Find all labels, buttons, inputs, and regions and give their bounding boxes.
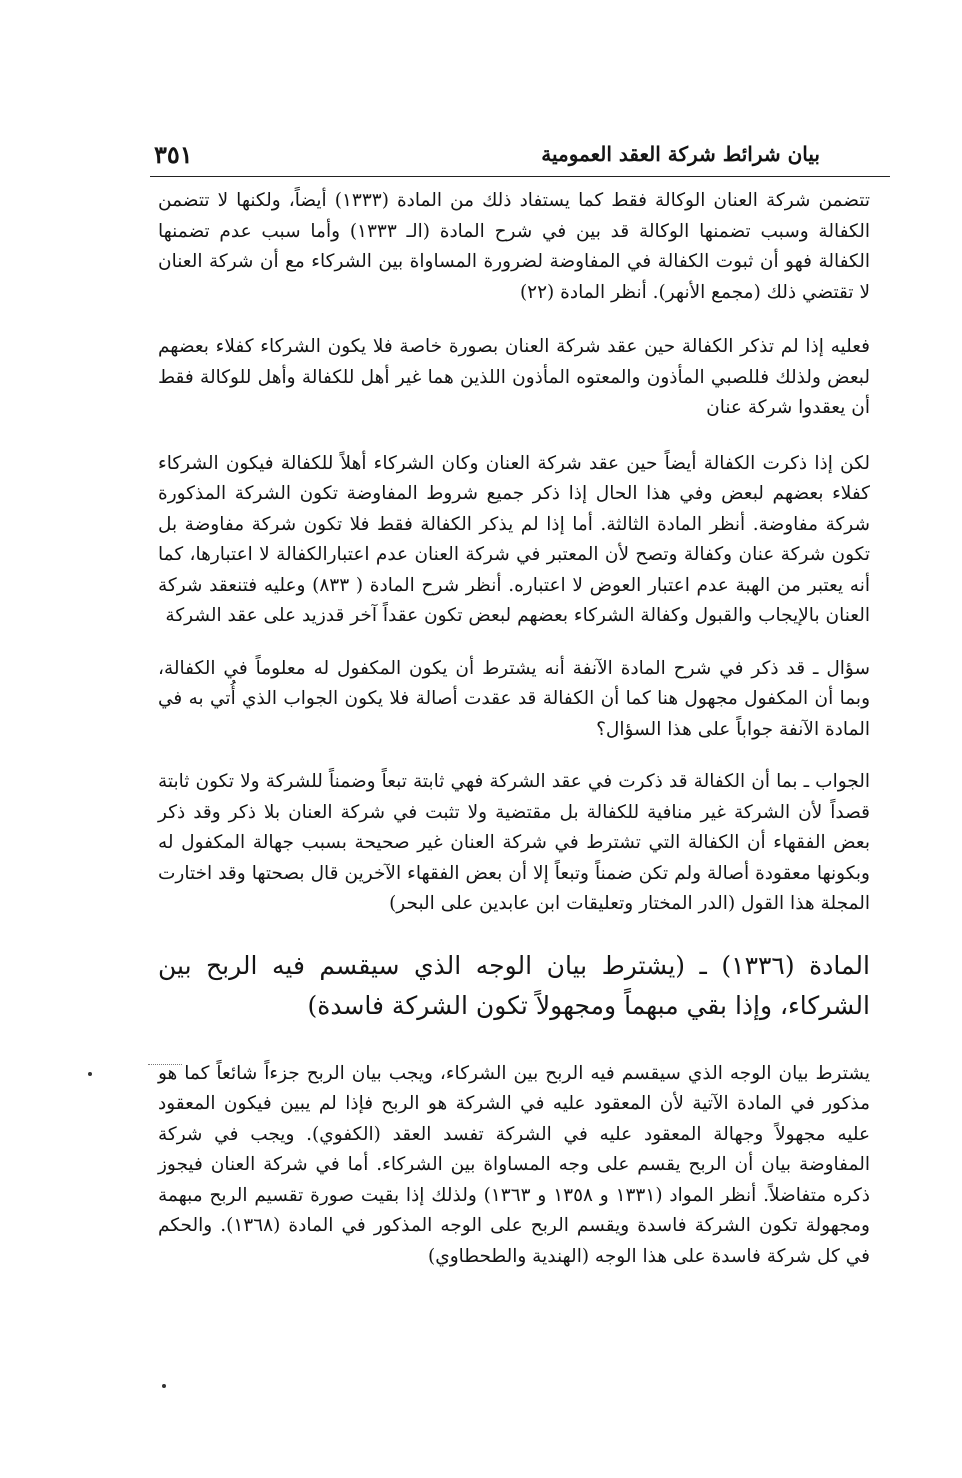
margin-dots: [148, 1064, 182, 1065]
paragraph-gap: [158, 308, 870, 332]
paragraph-kafala-mentioned: لكن إذا ذكرت الكفالة أيضاً حين عقد شركة العنان وكان الشركاء أهلاً للكفالة فيكون الشركاء كفلاء بعضهم لبعض وفي هذا الحال إذا ذكر جميع شروط المفاوضة تكون الشركة المذكورة شركة مفاوضة. أنظر المادة الثالثة. أما إذا لم يذكر الكفالة فقط فلا تكون شركة مفاوضة بل تكون شركة عنان وكفالة وتصح لأن المعتبر في شركة العنان عدم اعتبارالكفالة لا اعتبارها، كما أنه يعتبر من الهبة عدم اعتبار العوض لا اعتباره. أنظر شرح المادة ( ٨٣٣) وعليه فتنعقد شركة العنان بالإيجاب والقبول وكفالة الشركاء بعضهم لبعض تكون عقداً آخر قدزيد على عقد الشركة: [158, 452, 870, 626]
paragraph-answer: الجواب ـ بما أن الكفالة قد ذكرت في عقد الشركة فهي ثابتة تبعاً وضمناً للشركة ولا تكون ثابتة قصداً لأن الشركة غير منافية للكفالة بل مقتضية ولا تثبت في شركة العنان بلا ذكر وقد ذكر بعض الفقهاء أن الكفالة التي تشترط في شركة العنان غير صحيحة بسبب جهالة المكفول له وبكونها معقودة أصالة ولم تكن ضمناً وتبعاً إلا أن بعض الفقهاء الآخرين قال بصحتها وقد اختارت المجلة هذا القول (الدر المختار وتعليقات ابن عابدين على البحر): [158, 771, 870, 914]
page-header: [150, 138, 890, 178]
paragraph-gap: [158, 1026, 870, 1059]
paragraph-question: سؤال ـ قد ذكر في شرح المادة الآنفة أنه يشترط أن يكون المكفول له معلوماً في الكفالة، وبما أن المكفول مجهول هنا كما أن الكفالة قد عقدت أصالة فلا يكون الجواب الذي أُتي به في المادة الآنفة جواباً على هذا السؤال؟: [158, 657, 870, 740]
running-title: بيان شرائط شركة العقد العمومية: [541, 142, 820, 166]
stray-dot: [162, 1384, 166, 1388]
paragraph-gap: [158, 424, 870, 449]
paragraph-no-kafala: فعليه إذا لم تذكر الكفالة حين عقد شركة العنان بصورة خاصة فلا يكون الشركاء كفلاء بعضهم لبعض ولذلك فللصبي المأذون والمعتوه المأذون اللذين هما غير أهل للكفالة وأهل للوكالة فقط أن يعقدوا شركة عنان: [158, 336, 870, 418]
header-rule: [150, 176, 890, 177]
page-number: ٣٥١: [154, 140, 193, 169]
article-commentary: يشترط بيان الوجه الذي سيقسم فيه الربح بين الشركاء، ويجب بيان الربح جزءاً شائعاً كما هو مذكور في المادة الآتية لأن المعقود عليه في الشركة هو الربح فإذا لم يبين فيكون المعقود عليه مجهولاً وجهالة المعقود عليه في الشركة تفسد العقد (الكفوي). ويجب في شركة المفاوضة بيان أن الربح يقسم على وجه المساواة بين الشركاء. أما في شركة العنان فيجوز ذكره متفاضلاً. أنظر المواد (١٣٣١ و ١٣٥٨ و ١٣٦٣) ولذلك إذا بقيت صورة تقسيم الربح مبهمة ومجهولة تكون الشركة فاسدة ويقسم الربح على الوجه المذكور في المادة (١٣٦٨). والحكم في كل شركة فاسدة على هذا الوجه (الهندية والطحطاوي): [158, 1062, 871, 1267]
page-body: [158, 186, 870, 1272]
stray-dot: [88, 1072, 92, 1076]
paragraph-gap: [158, 920, 870, 946]
paragraph-gap: [158, 745, 870, 767]
article-heading: المادة (١٣٣٦) ـ (يشترط بيان الوجه الذي سيقسم فيه الربح بين الشركاء، وإذا بقي مبهماً ومجهولاً تكون الشركة فاسدة): [158, 950, 870, 1020]
paragraph-gap: [158, 632, 870, 654]
paragraph-kafala-scope: تتضمن شركة العنان الوكالة فقط كما يستفاد ذلك من المادة (١٣٣٣) أيضاً، ولكنها لا تتضمن الكفالة وسبب تضمنها الوكالة قد بين في شرح المادة (الـ ١٣٣٣) وأما سبب عدم تضمنها الكفالة فهو أن ثبوت الكفالة في المفاوضة لضرورة المساواة بين الشركاء مع أن شركة العنان لا تقتضي ذلك (مجمع الأنهر). أنظر المادة (٢٢): [158, 190, 870, 303]
